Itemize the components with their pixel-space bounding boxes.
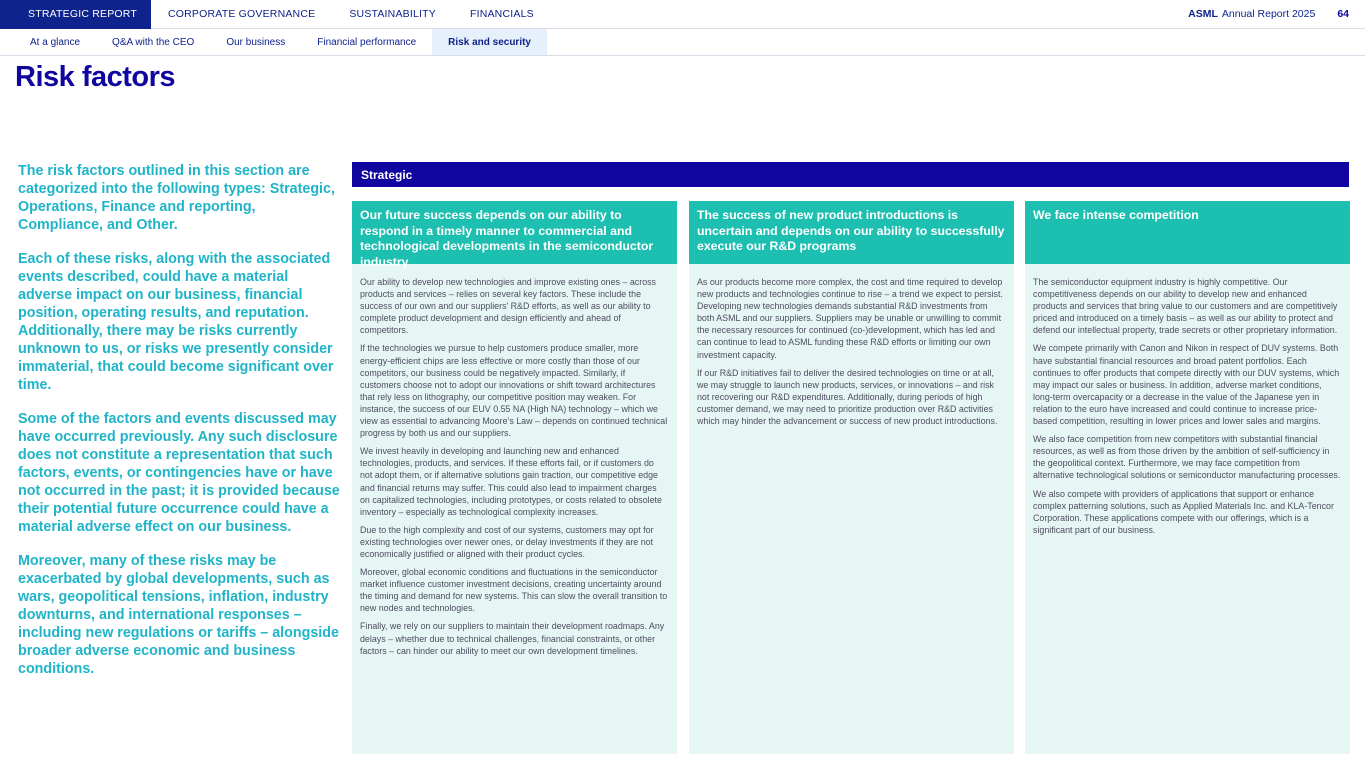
intro-paragraph: The risk factors outlined in this section are categorized into the following types: Strategic, Operations, Finance and reporting, Compliance, and Other.: [18, 163, 335, 233]
risk-paragraph: We also compete with providers of applications that support or enhance complex patterning solutions, such as Applied Materials Inc. and KLA-Tencor Corporation. These applications compete with our offerings, which is a significant part of our business.: [1033, 488, 1334, 535]
risk-card-body: [1025, 264, 1350, 536]
risk-card-heading: Our future success depends on our ability to respond in a timely manner to commercial and technological developments in the semiconductor industry: [352, 201, 677, 264]
risk-card-new-product-introductions: [689, 201, 1014, 754]
risk-paragraph: We invest heavily in developing and launching new and enhanced technologies, products, and services. If these efforts fail, or if customers do not adopt them, or if alternative solutions gain traction, our competitive edge and financial returns may suffer. This could also lead to impairment charges on capitalized technologies, including prototypes, or costs related to obsolete inventory – especially as technological complexity increases.: [360, 446, 662, 517]
risk-paragraph: Moreover, global economic conditions and fluctuations in the semiconductor market influence customer investment decisions, creating uncertainty around the timing and demand for new systems. This can slow the overall transition to new nodes and technologies.: [360, 567, 668, 614]
risk-paragraph: Our ability to develop new technologies and improve existing ones – across products and services – relies on several key factors. These include the success of our own and our suppliers’ R&D efforts, as well as our ability to complete product development and design efficiently and ahead of competitors.: [360, 277, 656, 336]
sub-nav-financial-performance[interactable]: Financial performance: [317, 36, 417, 48]
page-title: Risk factors: [15, 61, 176, 93]
document-title: Annual Report 2025: [1221, 8, 1316, 20]
intro-paragraph: Each of these risks, along with the associated events described, could have a material adverse impact on our business, financial position, operating results, and reputation. Additionally, there may be risks currently unknown to us, or risks we presently consider immaterial, that could become significant over time.: [18, 251, 334, 393]
page-number: 64: [1337, 8, 1349, 20]
tab-corporate-governance[interactable]: CORPORATE GOVERNANCE: [168, 8, 316, 20]
risk-card-technology-response: [352, 201, 677, 754]
tab-financials[interactable]: FINANCIALS: [469, 8, 534, 20]
risk-paragraph: If our R&D initiatives fail to deliver the desired technologies on time or at all, we may struggle to launch new products, services, or innovations – and risk not recovering our R&D expenditures. Additionally, during periods of high customer demand, we may need to prioritize production over R&D activities which may hinder the advancement or success of new product introductions.: [697, 367, 998, 427]
risk-card-heading: The success of new product introductions is uncertain and depends on our ability to successfully execute our R&D programs: [689, 201, 1014, 264]
sub-nav-risk-and-security[interactable]: Risk and security: [432, 29, 547, 55]
sub-nav-at-a-glance[interactable]: At a glance: [30, 36, 81, 48]
risk-card-body: [352, 264, 677, 657]
intro-text: [18, 162, 343, 694]
sub-navigation-bar: [0, 29, 1365, 56]
sub-nav-qa-with-ceo[interactable]: Q&A with the CEO: [112, 36, 195, 48]
risk-paragraph: If the technologies we pursue to help customers produce smaller, more energy-efficient chips are less effective or more costly than those of our competitors, our business could be negatively impacted. Similarly, if customers choose not to adopt our innovations or shift toward architectures that rely less on lithography, our competitive position may weaken. For instance, the success of our EUV 0.55 NA (High NA) technology – which we view as essential to advancing Moore’s Law – depends on continued technical progress by both us and our suppliers.: [360, 343, 668, 439]
intro-paragraph: Some of the factors and events discussed may have occurred previously. Any such disclosure does not constitute a representation that such factors, events, or contingencies have or have not occurred in the past; it is provided because their potential future occurrence could have a material adverse effect on our business.: [18, 411, 340, 535]
sub-nav-our-business[interactable]: Our business: [226, 36, 286, 48]
top-navigation-bar: [0, 0, 1365, 29]
risk-card-intense-competition: [1025, 201, 1350, 754]
risk-card-body: [689, 264, 1014, 427]
risk-paragraph: Finally, we rely on our suppliers to maintain their development roadmaps. Any delays – whether due to technical challenges, financial constraints, or other factors – can hinder our ability to meet our own development timelines.: [360, 621, 665, 656]
tab-strategic-report[interactable]: STRATEGIC REPORT: [0, 0, 151, 29]
top-nav-tabs: [0, 0, 551, 29]
tab-sustainability[interactable]: SUSTAINABILITY: [349, 8, 436, 20]
brand-name: ASML: [1188, 8, 1218, 20]
section-header-strategic: [352, 162, 1349, 187]
report-header: [1188, 0, 1365, 29]
risk-paragraph: Due to the high complexity and cost of our systems, customers may opt for existing technologies over newer ones, or delay investments if they are not economically justified or aligned with their product cycles.: [360, 524, 654, 559]
risk-paragraph: The semiconductor equipment industry is highly competitive. Our competitiveness depends on our ability to develop new and enhanced products and services that bring value to our customers and are competitively priced and introduced on a timely basis – as well as our ability to protect and defend our intellectual property, trade secrets or other proprietary information.: [1033, 277, 1338, 336]
intro-paragraph: Moreover, many of these risks may be exacerbated by global developments, such as wars, geopolitical tensions, inflation, industry downturns, and international responses – including new regulations or tariffs – alongside broader adverse economic and business conditions.: [18, 553, 339, 677]
risk-card-heading: We face intense competition: [1025, 201, 1350, 264]
risk-paragraph: We also face competition from new competitors with substantial financial resources, as well as from those driven by the ambition of self-sufficiency in the geopolitical context. Furthermore, we may face competition from alternative technological solutions or semiconductor manufacturing processes.: [1033, 434, 1341, 481]
risk-paragraph: We compete primarily with Canon and Nikon in respect of DUV systems. Both have substantial financial resources and broad patent portfolios. Each continues to offer products that compete directly with our DUV systems, which may impact our sales or business. In addition, adverse market conditions, long-term overcapacity or a decrease in the value of the Japanese yen in relation to the euro have increased and could continue to increase price-based competition, resulting in lower prices and lower sales and margins.: [1033, 343, 1340, 427]
risk-paragraph: As our products become more complex, the cost and time required to develop new products and technologies continue to rise – a trend we expect to persist. Developing new technologies demands substantial R&D investments from both ASML and our suppliers. Suppliers may be unable or unwilling to commit the necessary resources for continued (co-)development, which has led and can continue to lead to ASML funding these R&D efforts or limiting our own investment capacity.: [697, 277, 1003, 360]
section-label: Strategic: [361, 167, 413, 182]
